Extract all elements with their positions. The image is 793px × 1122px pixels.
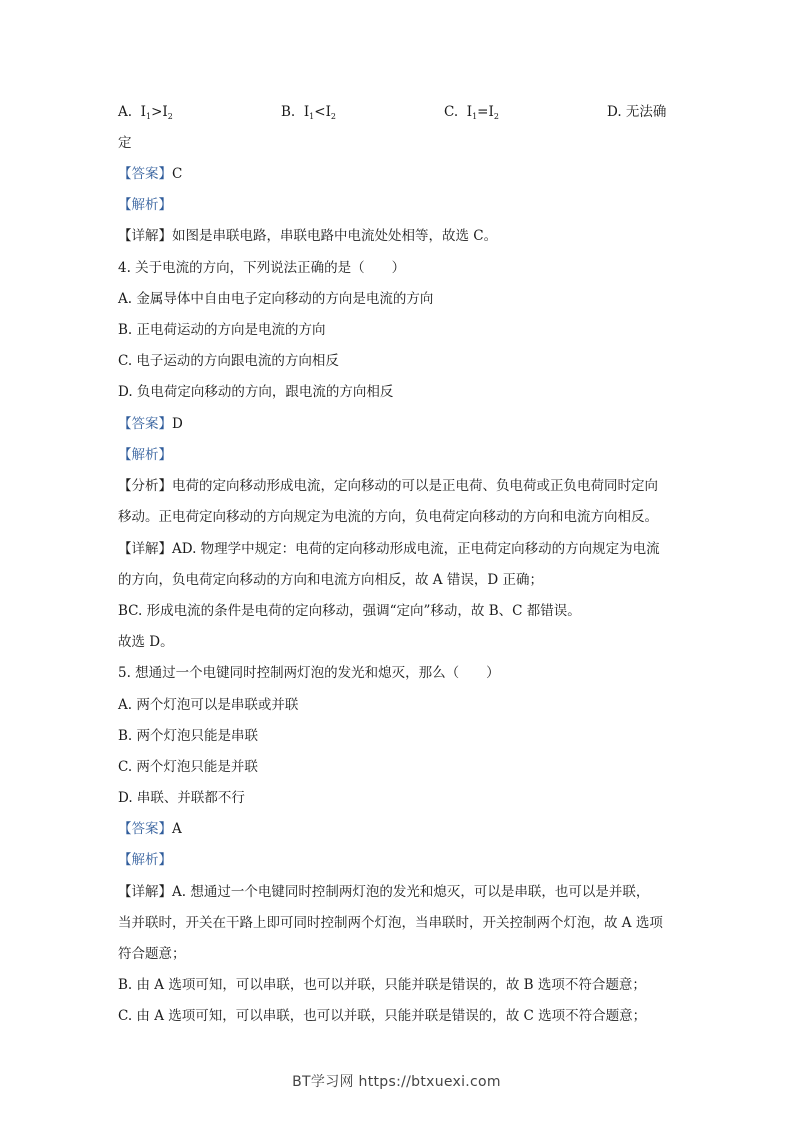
answer-value: A (172, 821, 182, 837)
formula-operator: < (314, 104, 326, 120)
detail-text: 如图是串联电路，串联电路中电流处处相等，故选 C。 (172, 228, 498, 244)
q4-detail-line2: 的方向，负电荷定向移动的方向和电流方向相反，故 A 错误，D 正确； (118, 572, 543, 588)
q4-detail-line4: 故选 D。 (118, 634, 174, 650)
q4-option-d: D. 负电荷定向移动的方向，跟电流的方向相反 (118, 384, 394, 400)
q5-detail-line4: B. 由 A 选项可知，可以串联，也可以并联，只能并联是错误的，故 B 选项不符合题意； (118, 977, 646, 993)
formula-subscript: 1 (472, 112, 478, 121)
formula-subscript: 2 (330, 112, 336, 121)
option-letter: B. (281, 104, 296, 120)
formula-lhs: I (140, 104, 146, 120)
analysis-label: 【解析】 (118, 852, 172, 868)
q4-analysis (118, 445, 172, 465)
option-letter: A. (118, 104, 133, 120)
answer-label: 【答案】 (118, 821, 172, 837)
q4-detail-line3: BC. 形成电流的条件是电荷的定向移动，强调“定向”移动，故 B、C 都错误。 (118, 603, 581, 619)
q3-options-row (118, 102, 678, 122)
answer-value: D (172, 416, 183, 432)
formula-subscript: 1 (309, 112, 315, 121)
answer-label: 【答案】 (118, 416, 172, 432)
q5-analysis (118, 850, 172, 870)
q4-option-c: C. 电子运动的方向跟电流的方向相反 (118, 353, 339, 369)
analysis-label: 【解析】 (118, 447, 172, 463)
detail-label: 【详解】 (118, 884, 172, 900)
q3-detail (118, 226, 497, 246)
detail-text: AD. 物理学中规定：电荷的定向移动形成电流，正电荷定向移动的方向规定为电流 (172, 541, 660, 557)
answer-label: 【答案】 (118, 166, 172, 182)
formula-rhs: I (162, 104, 168, 120)
formula-operator: > (151, 104, 163, 120)
formula-rhs: I (488, 104, 494, 120)
q4-detail-line1 (118, 539, 660, 559)
q5-stem: 5. 想通过一个电键同时控制两灯泡的发光和熄灭，那么（ ） (118, 665, 500, 681)
formula-lhs: I (303, 104, 310, 120)
q5-option-c: C. 两个灯泡只能是并联 (118, 759, 258, 775)
detail-label: 【详解】 (118, 541, 172, 557)
q3-option-d-wrap: 定 (118, 135, 132, 151)
detail-label: 【详解】 (118, 228, 172, 244)
q5-option-b: B. 两个灯泡只能是串联 (118, 728, 259, 744)
fenxi-label: 【分析】 (118, 478, 172, 494)
option-letter: C. (444, 104, 459, 120)
q5-detail-line2: 当并联时，开关在干路上即可同时控制两个灯泡，当串联时，开关控制两个灯泡，故 A 选项 (118, 915, 663, 931)
formula-subscript: 2 (167, 112, 173, 121)
q5-answer (118, 819, 182, 839)
q5-detail-line1 (118, 882, 649, 902)
q4-fenxi-line2: 移动。正电荷定向移动的方向规定为电流的方向，负电荷定向移动的方向和电流方向相反。 (118, 509, 658, 525)
q3-answer (118, 164, 182, 184)
q4-fenxi-line1 (118, 476, 658, 496)
q5-option-d: D. 串联、并联都不行 (118, 790, 245, 806)
site-footer: BT学习网 https://btxuexi.com (292, 1074, 501, 1090)
q5-option-a: A. 两个灯泡可以是串联或并联 (118, 697, 299, 713)
analysis-label: 【解析】 (118, 197, 172, 213)
q4-stem: 4. 关于电流的方向，下列说法正确的是（ ） (118, 260, 406, 276)
formula-subscript: 1 (145, 112, 152, 121)
q3-option-b (281, 102, 336, 122)
formula-subscript: 2 (493, 112, 499, 121)
formula-rhs: I (325, 104, 331, 120)
q3-option-c (444, 102, 499, 122)
fenxi-text: 电荷的定向移动形成电流，定向移动的可以是正电荷、负电荷或正负电荷同时定向 (172, 478, 658, 494)
q5-detail-line3: 符合题意； (118, 946, 186, 962)
q4-answer (118, 414, 183, 434)
detail-text: A. 想通过一个电键同时控制两灯泡的发光和熄灭，可以是串联，也可以是并联， (172, 884, 650, 900)
formula-operator: = (477, 104, 489, 120)
q4-option-a: A. 金属导体中自由电子定向移动的方向是电流的方向 (118, 291, 434, 307)
q3-option-a (118, 102, 173, 122)
q4-option-b: B. 正电荷运动的方向是电流的方向 (118, 322, 326, 338)
answer-value: C (172, 166, 183, 182)
q3-analysis (118, 195, 172, 215)
q3-option-d: D. 无法确 (607, 104, 667, 120)
q5-detail-line5: C. 由 A 选项可知，可以串联，也可以并联，只能并联是错误的，故 C 选项不符合题意； (118, 1008, 647, 1024)
formula-lhs: I (466, 104, 473, 120)
